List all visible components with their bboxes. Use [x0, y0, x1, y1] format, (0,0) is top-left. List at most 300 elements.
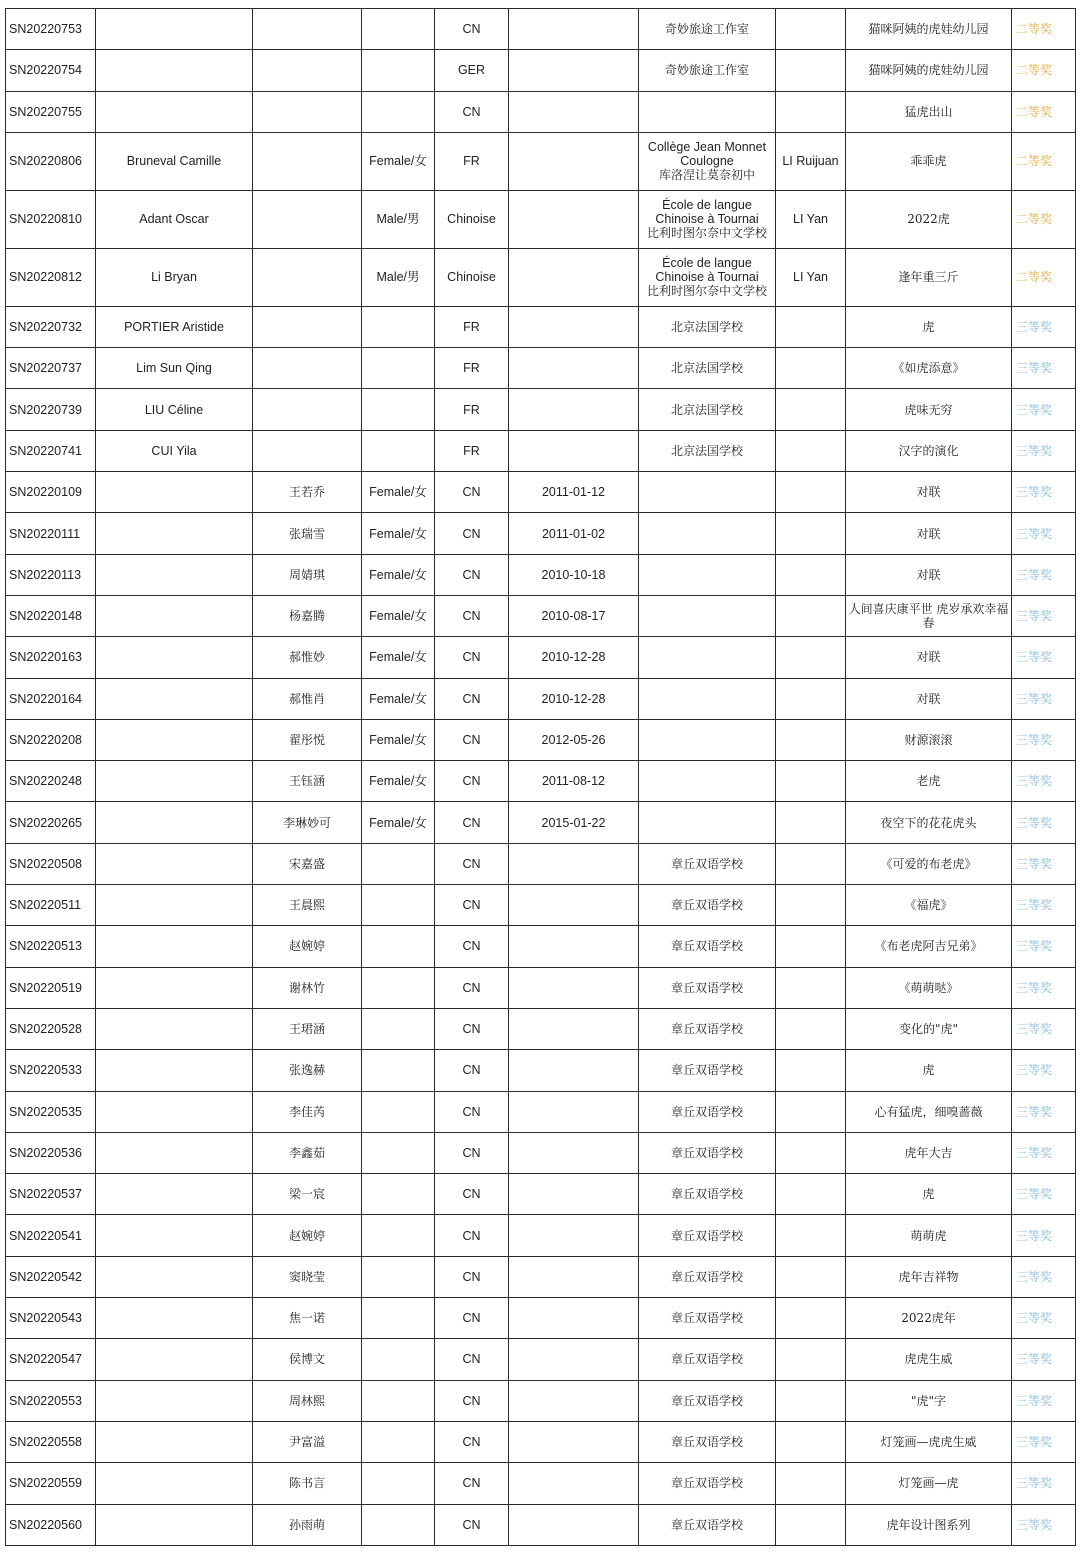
serial-number-cell: SN20220519 — [6, 967, 96, 1008]
work-title-cell: 《如虎添意》 — [846, 348, 1012, 389]
latin-name-cell — [96, 513, 253, 554]
gender-cell — [362, 885, 435, 926]
latin-name-cell — [96, 1132, 253, 1173]
teacher-cell — [776, 802, 846, 843]
work-title-cell: 《布老虎阿吉兄弟》 — [846, 926, 1012, 967]
nationality-cell: CN — [435, 1091, 509, 1132]
nationality-cell: GER — [435, 50, 509, 91]
gender-cell — [362, 967, 435, 1008]
school-line: 章丘双语学校 — [670, 1311, 743, 1326]
chinese-name-cell: 郝惟肖 — [253, 678, 362, 719]
gender-cell: Female/女 — [362, 472, 435, 513]
nationality-cell: CN — [435, 513, 509, 554]
work-title-cell: 《福虎》 — [846, 885, 1012, 926]
prize-cell: 三等奖 — [1012, 1421, 1076, 1462]
school-line: 章丘双语学校 — [670, 1022, 743, 1037]
work-title-cell: 猫咪阿姨的虎娃幼儿园 — [846, 50, 1012, 91]
gender-cell — [362, 1050, 435, 1091]
work-title-cell: 对联 — [846, 513, 1012, 554]
gender-cell: Female/女 — [362, 637, 435, 678]
work-title-cell: 老虎 — [846, 761, 1012, 802]
teacher-cell — [776, 1463, 846, 1504]
gender-cell — [362, 1174, 435, 1215]
table-row — [6, 1504, 1076, 1545]
latin-name-cell — [96, 554, 253, 595]
birth-date-cell: 2010-08-17 — [509, 595, 639, 636]
school-line: 章丘双语学校 — [670, 1352, 743, 1367]
teacher-cell — [776, 843, 846, 884]
school-line: 北京法国学校 — [670, 320, 743, 335]
gender-cell: Female/女 — [362, 595, 435, 636]
school-line: 比利时图尔奈中文学校 — [646, 226, 767, 241]
chinese-name-cell — [253, 389, 362, 430]
serial-number-cell: SN20220248 — [6, 761, 96, 802]
school-cell — [639, 1008, 776, 1049]
table-row — [6, 802, 1076, 843]
gender-cell: Female/女 — [362, 132, 435, 190]
prize-cell: 三等奖 — [1012, 926, 1076, 967]
latin-name-cell — [96, 719, 253, 760]
school-cell — [639, 637, 776, 678]
prize-cell: 三等奖 — [1012, 843, 1076, 884]
teacher-cell: LI Yan — [776, 190, 846, 248]
work-title-cell: 人间喜庆康平世 虎岁承欢幸福春 — [846, 595, 1012, 636]
chinese-name-cell: 郝惟妙 — [253, 637, 362, 678]
prize-cell: 三等奖 — [1012, 1256, 1076, 1297]
work-title-cell: 虎年设计图系列 — [846, 1504, 1012, 1545]
nationality-cell: CN — [435, 91, 509, 132]
gender-cell — [362, 430, 435, 471]
birth-date-cell — [509, 967, 639, 1008]
work-title-cell: "虎"字 — [846, 1380, 1012, 1421]
chinese-name-cell: 王若乔 — [253, 472, 362, 513]
nationality-cell: CN — [435, 637, 509, 678]
school-line: Chinoise à Tournai — [655, 212, 759, 227]
chinese-name-cell — [253, 306, 362, 347]
latin-name-cell — [96, 1256, 253, 1297]
awards-table — [5, 8, 1076, 1546]
school-cell — [639, 389, 776, 430]
gender-cell — [362, 1339, 435, 1380]
prize-cell: 二等奖 — [1012, 9, 1076, 50]
serial-number-cell: SN20220732 — [6, 306, 96, 347]
table-row — [6, 967, 1076, 1008]
latin-name-cell — [96, 802, 253, 843]
prize-cell: 三等奖 — [1012, 678, 1076, 719]
chinese-name-cell — [253, 9, 362, 50]
chinese-name-cell: 王晨熙 — [253, 885, 362, 926]
table-row — [6, 389, 1076, 430]
table-row — [6, 1256, 1076, 1297]
serial-number-cell: SN20220508 — [6, 843, 96, 884]
school-line: École de langue — [662, 256, 752, 271]
prize-cell: 三等奖 — [1012, 1050, 1076, 1091]
school-line: 奇妙旅途工作室 — [664, 63, 749, 78]
birth-date-cell — [509, 1008, 639, 1049]
table-row — [6, 1008, 1076, 1049]
school-line: 章丘双语学校 — [670, 1145, 743, 1160]
birth-date-cell — [509, 926, 639, 967]
work-title-cell: 对联 — [846, 637, 1012, 678]
teacher-cell — [776, 885, 846, 926]
prize-cell: 三等奖 — [1012, 513, 1076, 554]
latin-name-cell: Li Bryan — [96, 248, 253, 306]
serial-number-cell: SN20220113 — [6, 554, 96, 595]
gender-cell — [362, 1008, 435, 1049]
nationality-cell: FR — [435, 389, 509, 430]
school-cell — [639, 678, 776, 719]
gender-cell — [362, 1421, 435, 1462]
school-cell — [639, 1339, 776, 1380]
serial-number-cell: SN20220753 — [6, 9, 96, 50]
teacher-cell — [776, 1504, 846, 1545]
school-line: 章丘双语学校 — [670, 1435, 743, 1450]
school-line: 章丘双语学校 — [670, 1063, 743, 1078]
nationality-cell: CN — [435, 1132, 509, 1173]
teacher-cell — [776, 678, 846, 719]
prize-cell: 三等奖 — [1012, 1504, 1076, 1545]
chinese-name-cell — [253, 50, 362, 91]
chinese-name-cell — [253, 190, 362, 248]
nationality-cell: Chinoise — [435, 248, 509, 306]
chinese-name-cell: 周婧琪 — [253, 554, 362, 595]
serial-number-cell: SN20220741 — [6, 430, 96, 471]
teacher-cell — [776, 430, 846, 471]
work-title-cell: 汉字的演化 — [846, 430, 1012, 471]
gender-cell: Male/男 — [362, 248, 435, 306]
prize-cell: 三等奖 — [1012, 1132, 1076, 1173]
chinese-name-cell: 周林熙 — [253, 1380, 362, 1421]
table-row — [6, 132, 1076, 190]
table-row — [6, 1380, 1076, 1421]
gender-cell — [362, 9, 435, 50]
work-title-cell: 虎虎生威 — [846, 1339, 1012, 1380]
serial-number-cell: SN20220535 — [6, 1091, 96, 1132]
table-row — [6, 348, 1076, 389]
school-line: 章丘双语学校 — [670, 1104, 743, 1119]
chinese-name-cell — [253, 348, 362, 389]
serial-number-cell: SN20220208 — [6, 719, 96, 760]
nationality-cell: CN — [435, 1421, 509, 1462]
table-row — [6, 1421, 1076, 1462]
table-row — [6, 1091, 1076, 1132]
school-cell — [639, 132, 776, 190]
chinese-name-cell: 翟彤悦 — [253, 719, 362, 760]
prize-cell: 三等奖 — [1012, 885, 1076, 926]
school-cell — [639, 595, 776, 636]
school-cell — [639, 1174, 776, 1215]
latin-name-cell — [96, 885, 253, 926]
chinese-name-cell: 李鑫茹 — [253, 1132, 362, 1173]
nationality-cell: CN — [435, 1298, 509, 1339]
latin-name-cell — [96, 926, 253, 967]
school-line: 章丘双语学校 — [670, 939, 743, 954]
work-title-cell: 虎年吉祥物 — [846, 1256, 1012, 1297]
school-cell — [639, 1050, 776, 1091]
birth-date-cell — [509, 1380, 639, 1421]
serial-number-cell: SN20220560 — [6, 1504, 96, 1545]
prize-cell: 二等奖 — [1012, 91, 1076, 132]
table-row — [6, 513, 1076, 554]
work-title-cell: 虎 — [846, 306, 1012, 347]
nationality-cell: CN — [435, 554, 509, 595]
school-line: 章丘双语学校 — [670, 1476, 743, 1491]
gender-cell: Female/女 — [362, 802, 435, 843]
nationality-cell: CN — [435, 885, 509, 926]
nationality-cell: CN — [435, 1380, 509, 1421]
chinese-name-cell: 王珺涵 — [253, 1008, 362, 1049]
prize-cell: 二等奖 — [1012, 190, 1076, 248]
birth-date-cell — [509, 1504, 639, 1545]
school-cell — [639, 306, 776, 347]
table-row — [6, 554, 1076, 595]
table-row — [6, 637, 1076, 678]
school-line: 章丘双语学校 — [670, 898, 743, 913]
serial-number-cell: SN20220810 — [6, 190, 96, 248]
gender-cell: Female/女 — [362, 678, 435, 719]
school-cell — [639, 967, 776, 1008]
chinese-name-cell: 王钰涵 — [253, 761, 362, 802]
school-line: 章丘双语学校 — [670, 1393, 743, 1408]
table-row — [6, 248, 1076, 306]
birth-date-cell: 2010-10-18 — [509, 554, 639, 595]
chinese-name-cell: 陈书言 — [253, 1463, 362, 1504]
chinese-name-cell — [253, 91, 362, 132]
teacher-cell — [776, 389, 846, 430]
birth-date-cell — [509, 50, 639, 91]
school-line: Coulogne — [680, 154, 734, 169]
nationality-cell: CN — [435, 926, 509, 967]
school-cell — [639, 1256, 776, 1297]
birth-date-cell — [509, 1132, 639, 1173]
prize-cell: 三等奖 — [1012, 802, 1076, 843]
table-row — [6, 1298, 1076, 1339]
latin-name-cell — [96, 1380, 253, 1421]
work-title-cell: 夜空下的花花虎头 — [846, 802, 1012, 843]
prize-cell: 三等奖 — [1012, 1298, 1076, 1339]
serial-number-cell: SN20220739 — [6, 389, 96, 430]
work-title-cell: 对联 — [846, 472, 1012, 513]
school-line: Chinoise à Tournai — [655, 270, 759, 285]
school-cell — [639, 1504, 776, 1545]
nationality-cell: CN — [435, 1174, 509, 1215]
school-cell — [639, 1298, 776, 1339]
school-cell — [639, 190, 776, 248]
birth-date-cell — [509, 1215, 639, 1256]
table-row — [6, 50, 1076, 91]
school-cell — [639, 9, 776, 50]
latin-name-cell: Bruneval Camille — [96, 132, 253, 190]
birth-date-cell — [509, 1256, 639, 1297]
school-cell — [639, 248, 776, 306]
work-title-cell: 虎 — [846, 1174, 1012, 1215]
school-cell — [639, 430, 776, 471]
teacher-cell — [776, 554, 846, 595]
serial-number-cell: SN20220164 — [6, 678, 96, 719]
prize-cell: 二等奖 — [1012, 132, 1076, 190]
serial-number-cell: SN20220553 — [6, 1380, 96, 1421]
birth-date-cell: 2010-12-28 — [509, 637, 639, 678]
chinese-name-cell: 宋嘉盛 — [253, 843, 362, 884]
work-title-cell: 对联 — [846, 554, 1012, 595]
birth-date-cell: 2015-01-22 — [509, 802, 639, 843]
table-row — [6, 9, 1076, 50]
work-title-cell: 萌萌虎 — [846, 1215, 1012, 1256]
nationality-cell: CN — [435, 1050, 509, 1091]
nationality-cell: FR — [435, 306, 509, 347]
latin-name-cell — [96, 472, 253, 513]
school-line: 章丘双语学校 — [670, 1269, 743, 1284]
work-title-cell: 财源滚滚 — [846, 719, 1012, 760]
work-title-cell: 虎味无穷 — [846, 389, 1012, 430]
prize-cell: 三等奖 — [1012, 1174, 1076, 1215]
latin-name-cell — [96, 91, 253, 132]
work-title-cell: 对联 — [846, 678, 1012, 719]
prize-cell: 三等奖 — [1012, 1091, 1076, 1132]
latin-name-cell — [96, 1463, 253, 1504]
teacher-cell — [776, 926, 846, 967]
teacher-cell — [776, 1008, 846, 1049]
nationality-cell: CN — [435, 1463, 509, 1504]
chinese-name-cell: 窦晓莹 — [253, 1256, 362, 1297]
prize-cell: 三等奖 — [1012, 389, 1076, 430]
prize-cell: 三等奖 — [1012, 719, 1076, 760]
table-row — [6, 678, 1076, 719]
gender-cell — [362, 1091, 435, 1132]
chinese-name-cell: 张逸赫 — [253, 1050, 362, 1091]
teacher-cell — [776, 1380, 846, 1421]
serial-number-cell: SN20220559 — [6, 1463, 96, 1504]
prize-cell: 三等奖 — [1012, 348, 1076, 389]
gender-cell: Female/女 — [362, 554, 435, 595]
school-cell — [639, 885, 776, 926]
birth-date-cell — [509, 843, 639, 884]
school-cell — [639, 1463, 776, 1504]
serial-number-cell: SN20220754 — [6, 50, 96, 91]
table-row — [6, 1132, 1076, 1173]
teacher-cell — [776, 637, 846, 678]
serial-number-cell: SN20220542 — [6, 1256, 96, 1297]
gender-cell: Female/女 — [362, 513, 435, 554]
latin-name-cell — [96, 843, 253, 884]
birth-date-cell — [509, 306, 639, 347]
work-title-cell: 逢年重三斤 — [846, 248, 1012, 306]
birth-date-cell: 2010-12-28 — [509, 678, 639, 719]
gender-cell — [362, 348, 435, 389]
nationality-cell: CN — [435, 967, 509, 1008]
birth-date-cell — [509, 348, 639, 389]
work-title-cell: 乖乖虎 — [846, 132, 1012, 190]
latin-name-cell — [96, 1008, 253, 1049]
nationality-cell: CN — [435, 719, 509, 760]
birth-date-cell — [509, 1091, 639, 1132]
nationality-cell: CN — [435, 761, 509, 802]
prize-cell: 三等奖 — [1012, 554, 1076, 595]
prize-cell: 三等奖 — [1012, 1339, 1076, 1380]
teacher-cell — [776, 348, 846, 389]
prize-cell: 三等奖 — [1012, 472, 1076, 513]
table-row — [6, 926, 1076, 967]
serial-number-cell: SN20220547 — [6, 1339, 96, 1380]
birth-date-cell — [509, 1463, 639, 1504]
latin-name-cell — [96, 1215, 253, 1256]
birth-date-cell — [509, 9, 639, 50]
table-row — [6, 843, 1076, 884]
gender-cell — [362, 389, 435, 430]
gender-cell — [362, 1215, 435, 1256]
chinese-name-cell: 孙雨萌 — [253, 1504, 362, 1545]
school-line: 章丘双语学校 — [670, 980, 743, 995]
gender-cell — [362, 1256, 435, 1297]
school-cell — [639, 802, 776, 843]
school-cell — [639, 843, 776, 884]
latin-name-cell — [96, 595, 253, 636]
chinese-name-cell: 尹富溢 — [253, 1421, 362, 1462]
teacher-cell — [776, 1215, 846, 1256]
prize-cell: 三等奖 — [1012, 1215, 1076, 1256]
latin-name-cell — [96, 50, 253, 91]
school-line: 北京法国学校 — [670, 402, 743, 417]
serial-number-cell: SN20220755 — [6, 91, 96, 132]
latin-name-cell — [96, 1421, 253, 1462]
chinese-name-cell: 杨嘉腾 — [253, 595, 362, 636]
work-title-cell: 2022虎年 — [846, 1298, 1012, 1339]
chinese-name-cell: 谢林竹 — [253, 967, 362, 1008]
birth-date-cell — [509, 132, 639, 190]
latin-name-cell: Lim Sun Qing — [96, 348, 253, 389]
nationality-cell: CN — [435, 1504, 509, 1545]
school-line: 章丘双语学校 — [670, 856, 743, 871]
table-row — [6, 1463, 1076, 1504]
teacher-cell — [776, 306, 846, 347]
birth-date-cell — [509, 430, 639, 471]
birth-date-cell — [509, 885, 639, 926]
nationality-cell: FR — [435, 348, 509, 389]
school-line: 奇妙旅途工作室 — [664, 22, 749, 37]
birth-date-cell — [509, 1421, 639, 1462]
serial-number-cell: SN20220111 — [6, 513, 96, 554]
prize-cell: 三等奖 — [1012, 1008, 1076, 1049]
school-cell — [639, 91, 776, 132]
table-body — [6, 9, 1076, 1546]
chinese-name-cell: 张瑞雪 — [253, 513, 362, 554]
school-line: 章丘双语学校 — [670, 1517, 743, 1532]
gender-cell — [362, 306, 435, 347]
latin-name-cell — [96, 1091, 253, 1132]
school-line: 比利时图尔奈中文学校 — [646, 284, 767, 299]
table-row — [6, 1339, 1076, 1380]
birth-date-cell — [509, 248, 639, 306]
teacher-cell: LI Ruijuan — [776, 132, 846, 190]
prize-cell: 三等奖 — [1012, 637, 1076, 678]
school-line: École de langue — [662, 198, 752, 213]
birth-date-cell — [509, 389, 639, 430]
prize-cell: 三等奖 — [1012, 595, 1076, 636]
table-row — [6, 719, 1076, 760]
nationality-cell: FR — [435, 430, 509, 471]
teacher-cell — [776, 91, 846, 132]
table-row — [6, 1174, 1076, 1215]
work-title-cell: 虎 — [846, 1050, 1012, 1091]
latin-name-cell — [96, 1174, 253, 1215]
latin-name-cell — [96, 1050, 253, 1091]
gender-cell: Male/男 — [362, 190, 435, 248]
teacher-cell — [776, 9, 846, 50]
prize-cell: 三等奖 — [1012, 306, 1076, 347]
work-title-cell: 变化的"虎" — [846, 1008, 1012, 1049]
teacher-cell — [776, 1050, 846, 1091]
serial-number-cell: SN20220513 — [6, 926, 96, 967]
